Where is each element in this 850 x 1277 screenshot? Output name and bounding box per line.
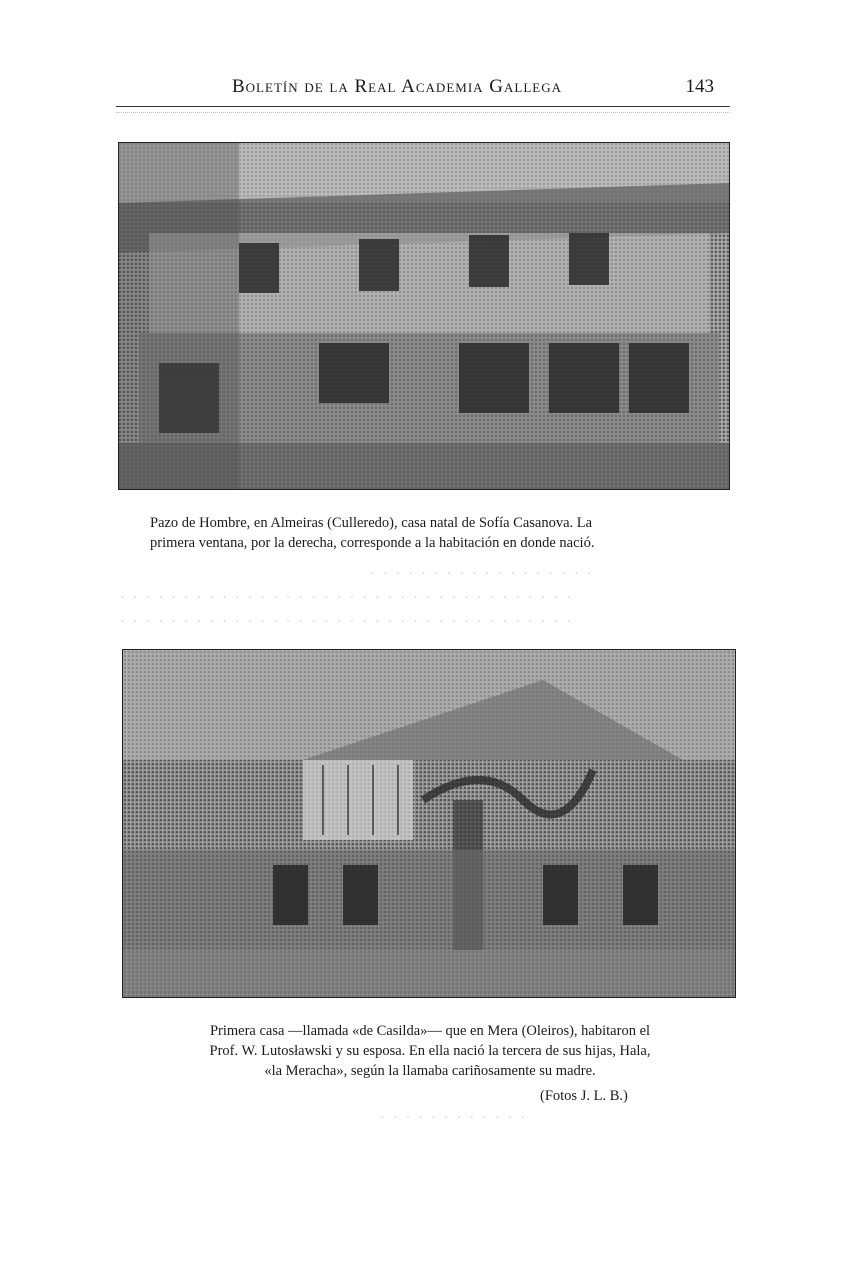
photo-icon	[119, 143, 729, 489]
running-title: Boletín de la Real Academia Gallega	[232, 76, 562, 97]
show-through-text: · · · · · · · · · · · · · · · · · ·	[370, 566, 594, 582]
caption-line: Primera casa —llamada «de Casilda»— que en Mera (Oleiros), habitaron el	[209, 1023, 651, 1039]
caption-line: Pazo de Hombre, en Almeiras (Culleredo), casa natal de Sofía Casanova. La	[150, 515, 593, 531]
caption-photo-1	[150, 513, 710, 553]
caption-line: primera ventana, por la derecha, corresponde a la habitación en donde nació.	[150, 535, 595, 551]
header-divider	[116, 112, 730, 113]
photo-credit: (Fotos J. L. B.)	[540, 1088, 628, 1104]
show-through-text: · · · · · · · · · · · · · · · · · · · · · · · · · · · · · · · · · · · ·	[120, 590, 574, 606]
caption-line: «la Meracha», según la llamaba cariñosamente su madre.	[264, 1063, 596, 1079]
show-through-text: · · · · · · · · · · · · · · · · · · · · · · · · · · · · · · · · · · · ·	[120, 614, 574, 630]
page-header	[116, 76, 730, 107]
show-through-text: · · · · · · · · · · · ·	[380, 1110, 528, 1126]
caption-line: Prof. W. Lutosławski y su esposa. En ella nació la tercera de sus hijas, Hala,	[209, 1043, 651, 1059]
caption-photo-2	[140, 1021, 720, 1081]
photo-casa-de-casilda	[122, 649, 736, 998]
page-number: 143	[685, 76, 714, 97]
photo-icon	[123, 650, 735, 997]
photo-pazo-de-hombre	[118, 142, 730, 490]
